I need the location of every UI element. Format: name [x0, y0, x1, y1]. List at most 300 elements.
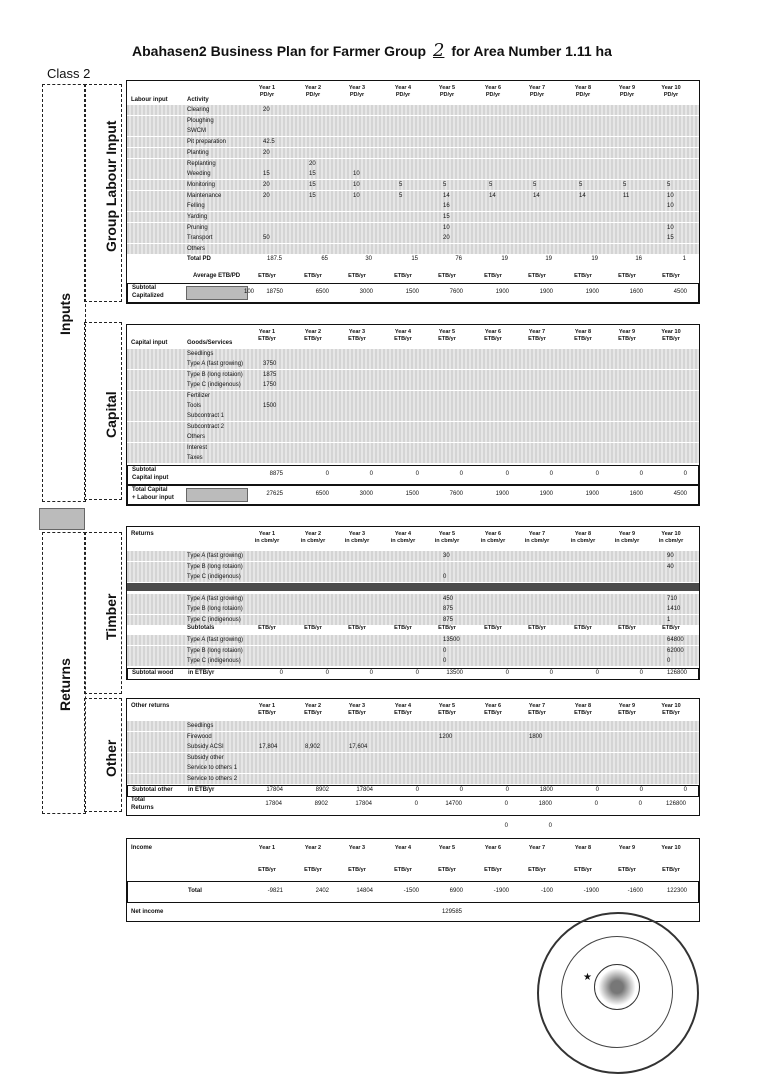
activity-label: Yarding — [187, 214, 208, 220]
cap-subtotal-b: Capital input — [132, 475, 169, 481]
subtotal-wood-row — [127, 668, 699, 680]
unit-header: in cbm/yr — [390, 538, 416, 544]
goods-label: Tools — [187, 403, 202, 409]
labour-value: 42.5 — [263, 139, 275, 146]
income-total-value: -1900 — [493, 888, 509, 894]
timber-type-label: Type C (indigenous) — [187, 616, 241, 623]
income-total-label: Total — [188, 888, 202, 894]
subtotal-wood-value: 0 — [415, 669, 419, 676]
timber-y10: 0 — [667, 658, 671, 664]
year-header: Year 1 — [258, 531, 276, 537]
other-return-row — [127, 763, 699, 773]
income-year-header: Year 2 — [304, 845, 322, 851]
timber-price-row — [127, 615, 699, 625]
timber-volume-row — [127, 572, 699, 582]
labour-row — [127, 244, 699, 254]
other-returns-table — [126, 698, 700, 829]
total-returns-value: 0 — [594, 801, 598, 807]
class-label-top: Class 2 — [47, 66, 91, 81]
timber-type-label: Type C (indigenous) — [187, 574, 241, 580]
other-return-row — [127, 732, 699, 742]
total-returns-value: 0 — [414, 801, 418, 807]
year-header: Year 3 — [348, 85, 366, 91]
timber-type-label: Type A (fast growing) — [187, 553, 244, 559]
unit-header: PD/yr — [259, 92, 275, 98]
labour-value: 10 — [443, 224, 450, 231]
etb-unit-header: ETB/yr — [618, 273, 636, 279]
year-header: Year 7 — [528, 85, 546, 91]
labour-value: 5 — [579, 181, 583, 188]
labour-value: 14 — [579, 192, 586, 199]
year-header: Year 1 — [258, 85, 276, 91]
total-capital-row — [127, 485, 699, 505]
subtotal-capitalized-row — [127, 283, 699, 303]
unit-header: ETB/yr — [574, 336, 592, 342]
income-unit-header: ETB/yr — [484, 867, 502, 873]
total-capital-box — [186, 488, 248, 502]
subtotal-other-value: 0 — [595, 787, 599, 793]
subtotal-other-value: 8902 — [315, 787, 329, 793]
timber-y5: 450 — [443, 595, 454, 602]
other-return-value: 17,604 — [349, 744, 368, 750]
total-returns-value: 0 — [504, 801, 508, 807]
year-header: Year 8 — [574, 703, 592, 709]
unit-header: ETB/yr — [348, 710, 366, 716]
total-capital-value: 1900 — [539, 491, 553, 497]
total-pd-value: 65 — [321, 256, 328, 262]
subtotal-other-value: 1800 — [539, 787, 553, 793]
total-pd-value: 1 — [682, 256, 686, 262]
labour-value: 15 — [263, 171, 270, 178]
total-capital-value: 4500 — [673, 491, 687, 497]
year-header: Year 2 — [304, 85, 322, 91]
total-pd-value: 19 — [545, 256, 552, 262]
total-capital-value: 1900 — [585, 491, 599, 497]
unit-header: in cbm/yr — [344, 538, 370, 544]
labour-value: 14 — [443, 192, 450, 199]
etb-unit-header: ETB/yr — [528, 273, 546, 279]
income-unit-header: ETB/yr — [438, 867, 456, 873]
activity-label: Transport — [187, 235, 213, 242]
year-header: Year 10 — [661, 531, 681, 537]
goods-label: Type A (fast growing) — [187, 361, 244, 368]
other-return-label: Service to others 2 — [187, 775, 238, 782]
timber-type-label: Type C (indigenous) — [187, 658, 241, 664]
capitalized-subtotal-value: 7600 — [449, 289, 463, 295]
labour-value: 20 — [309, 160, 316, 167]
capital-value: 3750 — [263, 361, 277, 368]
capitalized-subtotal-value: 6500 — [315, 289, 329, 295]
income-total-value: -1600 — [627, 888, 643, 894]
total-returns-value: 14700 — [445, 801, 462, 807]
unit-header: in cbm/yr — [254, 538, 280, 544]
year-header: Year 2 — [304, 531, 322, 537]
other-return-label: Service to others 1 — [187, 765, 238, 771]
income-unit-header: ETB/yr — [662, 867, 680, 873]
total-returns-value: 126800 — [665, 801, 686, 807]
capitalized-subtotal-value: 1500 — [405, 289, 419, 295]
year-header: Year 6 — [484, 531, 502, 537]
unit-header: PD/yr — [529, 92, 545, 98]
year-header: Year 4 — [394, 703, 412, 709]
unit-header: PD/yr — [619, 92, 635, 98]
timber-type-label: Type B (long rotaion) — [187, 606, 243, 612]
year-header: Year 6 — [484, 329, 502, 335]
unit-header: PD/yr — [305, 92, 321, 98]
capital-row — [127, 453, 699, 463]
timber-etb-header: ETB/yr — [304, 625, 322, 631]
capital-subtotal-value: 0 — [505, 471, 509, 477]
timber-volume-row — [127, 562, 699, 572]
labour-input-table — [126, 80, 700, 304]
avg-etb-label: Average ETB/PD — [193, 273, 241, 279]
capital-row — [127, 391, 699, 401]
unit-header: in cbm/yr — [614, 538, 640, 544]
activity-label: Felling — [187, 203, 205, 210]
income-total-value: 2402 — [315, 888, 329, 894]
unit-header: PD/yr — [663, 92, 679, 98]
unit-header: ETB/yr — [618, 710, 636, 716]
subtotal-other-value: 0 — [415, 787, 419, 793]
income-year-header: Year 5 — [438, 845, 456, 851]
labour-value: 5 — [443, 181, 447, 188]
other-return-value: 17,804 — [259, 744, 278, 750]
goods-label: Fertilizer — [187, 392, 211, 399]
year-header: Year 5 — [438, 703, 456, 709]
subtotal-wood-value: 0 — [369, 669, 373, 676]
inputs-label: Inputs — [57, 293, 73, 335]
labour-row — [127, 159, 699, 169]
timber-y10: 1410 — [667, 606, 681, 612]
year-header: Year 1 — [258, 703, 276, 709]
capital-subtotal-value: 0 — [683, 471, 687, 477]
unit-header: ETB/yr — [484, 336, 502, 342]
subtotal-other-value: 0 — [505, 787, 509, 793]
capitalized-subtotal-value: 4500 — [673, 289, 687, 295]
etb-unit-header: ETB/yr — [258, 273, 276, 279]
subtotal-wood-unit: in ETB/yr — [188, 669, 215, 676]
other-return-value: 1800 — [529, 733, 543, 740]
labour-value: 15 — [443, 214, 450, 220]
capitalized-subtotal-value: 1900 — [585, 289, 599, 295]
total-pd-value: 16 — [635, 256, 642, 262]
capital-head-b: Goods/Services — [187, 340, 233, 346]
total-returns-a: Total — [131, 797, 145, 803]
total-returns-value: 17804 — [265, 801, 282, 807]
capital-subtotal-value: 0 — [415, 471, 419, 477]
year-header: Year 2 — [304, 703, 322, 709]
other-return-row — [127, 742, 699, 752]
timber-value-row — [127, 656, 699, 666]
labour-value: 15 — [309, 171, 316, 178]
labour-value: 10 — [667, 224, 674, 231]
labour-value: 15 — [309, 192, 316, 199]
timber-section-label: Timber — [103, 593, 119, 640]
timber-etb-header: ETB/yr — [618, 625, 636, 631]
income-unit-header: ETB/yr — [304, 867, 322, 873]
income-year-header: Year 8 — [574, 845, 592, 851]
timber-etb-header: ETB/yr — [258, 625, 276, 631]
year-header: Year 4 — [394, 329, 412, 335]
timber-etb-header: ETB/yr — [484, 625, 502, 631]
activity-label: Replanting — [187, 160, 216, 167]
capital-subtotal-value: 0 — [459, 471, 463, 477]
income-year-header: Year 3 — [348, 845, 366, 851]
year-header: Year 7 — [528, 703, 546, 709]
year-header: Year 8 — [574, 531, 592, 537]
subtotal-wood-value: 0 — [505, 669, 509, 676]
year-header: Year 10 — [661, 85, 681, 91]
subtotal-other-unit: in ETB/yr — [188, 787, 215, 793]
labour-value: 10 — [353, 171, 360, 178]
other-return-row — [127, 753, 699, 763]
total-returns-value: 17804 — [355, 801, 372, 807]
income-total-value: 14804 — [356, 888, 373, 894]
income-total-row — [127, 881, 699, 903]
timber-volume-row — [127, 551, 699, 561]
timber-price-row — [127, 594, 699, 604]
capital-subtotal-value: 0 — [549, 471, 553, 477]
capital-row — [127, 422, 699, 432]
income-total-value: -9821 — [267, 888, 283, 894]
total-capital-value: 1500 — [405, 491, 419, 497]
other-section-label: Other — [103, 739, 119, 777]
income-unit-header: ETB/yr — [348, 867, 366, 873]
capitalized-label: Capitalized — [132, 293, 164, 299]
other-return-value: 1200 — [439, 733, 453, 740]
subtotal-other-label: Subtotal other — [132, 787, 173, 793]
unit-header: PD/yr — [439, 92, 455, 98]
subtotal-wood-value: 0 — [639, 669, 643, 676]
capital-row — [127, 432, 699, 442]
year-header: Year 5 — [438, 329, 456, 335]
income-year-header: Year 7 — [528, 845, 546, 851]
total-capital-value: 1900 — [495, 491, 509, 497]
capital-row — [127, 443, 699, 453]
year-header: Year 9 — [618, 329, 636, 335]
unit-header: ETB/yr — [618, 336, 636, 342]
labour-row — [127, 180, 699, 190]
year-header: Year 4 — [394, 85, 412, 91]
timber-head: Returns — [131, 531, 154, 537]
timber-y5: 875 — [443, 616, 454, 623]
timber-etb-header: ETB/yr — [348, 625, 366, 631]
labour-row — [127, 126, 699, 136]
capital-row — [127, 401, 699, 411]
timber-value-row — [127, 635, 699, 645]
goods-label: Type B (long rotaion) — [187, 371, 243, 378]
unit-header: ETB/yr — [304, 336, 322, 342]
labour-value: 50 — [263, 235, 270, 242]
capital-subtotal-value: 8875 — [269, 471, 283, 477]
capital-value: 1750 — [263, 382, 277, 389]
etb-unit-header: ETB/yr — [484, 273, 502, 279]
unit-header: PD/yr — [349, 92, 365, 98]
total-capital-value: 1600 — [629, 491, 643, 497]
timber-etb-header: ETB/yr — [394, 625, 412, 631]
capital-subtotal-value: 0 — [369, 471, 373, 477]
unit-header: in cbm/yr — [434, 538, 460, 544]
labour-value: 20 — [263, 149, 270, 156]
total-returns-b: Returns — [131, 805, 154, 811]
goods-label: Interest — [187, 444, 208, 451]
subtotal-other-row — [127, 785, 699, 797]
labour-row — [127, 212, 699, 222]
total-returns-value: 8902 — [314, 801, 328, 807]
stamp-star-icon: ★ — [583, 972, 592, 983]
total-pd-value: 30 — [365, 256, 372, 262]
capital-value: 1875 — [263, 371, 277, 378]
labour-value: 10 — [353, 181, 360, 188]
labour-value: 10 — [667, 192, 674, 199]
subtotals-label: Subtotals — [187, 625, 215, 631]
title-prefix: Abahasen2 Business Plan for Farmer Group — [132, 43, 427, 59]
class-marker-box — [39, 508, 85, 530]
income-total-value: -100 — [540, 888, 553, 894]
labour-row — [127, 116, 699, 126]
labour-head-b: Activity — [187, 97, 209, 103]
activity-label: Clearing — [187, 107, 210, 113]
timber-y5: 0 — [443, 647, 447, 654]
unit-header: ETB/yr — [662, 710, 680, 716]
unit-header: ETB/yr — [528, 336, 546, 342]
total-pd-label: Total PD — [187, 256, 211, 262]
activity-label: Pruning — [187, 224, 208, 231]
timber-y10: 90 — [667, 553, 674, 559]
subtotal-wood-value: 0 — [549, 669, 553, 676]
income-total-value: -1500 — [403, 888, 419, 894]
labour-value: 5 — [533, 181, 537, 188]
unit-header: ETB/yr — [258, 710, 276, 716]
capital-subtotal-value: 0 — [595, 471, 599, 477]
other-return-label: Seedlings — [187, 723, 214, 729]
year-header: Year 9 — [618, 703, 636, 709]
income-year-header: Year 9 — [618, 845, 636, 851]
other-return-label: Firewood — [187, 733, 212, 740]
total-returns-value: 1800 — [538, 801, 552, 807]
capitalized-subtotal-value: 1900 — [495, 289, 509, 295]
labour-value: 15 — [309, 181, 316, 188]
labour-value: 5 — [399, 192, 403, 199]
timber-etb-header: ETB/yr — [528, 625, 546, 631]
timber-y5: 0 — [443, 574, 447, 580]
income-total-value: -1900 — [583, 888, 599, 894]
year-header: Year 10 — [661, 703, 681, 709]
returns-label: Returns — [57, 658, 73, 711]
capital-subtotal-value: 0 — [325, 471, 329, 477]
timber-y10: 40 — [667, 563, 674, 570]
income-table — [126, 838, 700, 922]
income-unit-header: ETB/yr — [258, 867, 276, 873]
timber-y10: 710 — [667, 595, 678, 602]
income-unit-header: ETB/yr — [528, 867, 546, 873]
subtotal-other-value: 0 — [639, 787, 643, 793]
timber-y10: 1 — [667, 616, 671, 623]
capitalized-subtotal-value: 3000 — [359, 289, 373, 295]
total-pd-value: 19 — [591, 256, 598, 262]
etb-unit-header: ETB/yr — [394, 273, 412, 279]
average-etb-value: 100 — [243, 289, 254, 295]
capital-row — [127, 349, 699, 359]
other-head: Other returns — [131, 703, 170, 709]
unit-header: in cbm/yr — [300, 538, 326, 544]
other-return-label: Subsidy ACSI — [187, 744, 224, 750]
total-capital-value: 27625 — [266, 491, 283, 497]
labour-row — [127, 105, 699, 115]
year-header: Year 10 — [661, 329, 681, 335]
unit-header: ETB/yr — [438, 336, 456, 342]
total-returns-value: 0 — [638, 801, 642, 807]
goods-label: Subcontract 1 — [187, 413, 225, 420]
labour-value: 14 — [533, 192, 540, 199]
unit-header: ETB/yr — [574, 710, 592, 716]
labour-value: 11 — [623, 192, 630, 199]
activity-label: Monitoring — [187, 181, 216, 188]
year-header: Year 2 — [304, 329, 322, 335]
capital-subtotal-row — [127, 465, 699, 485]
total-capital-value: 7600 — [449, 491, 463, 497]
income-total-value: 122300 — [666, 888, 687, 894]
capital-row — [127, 359, 699, 369]
year-header: Year 8 — [574, 85, 592, 91]
activity-label: Weeding — [187, 171, 211, 178]
etb-unit-header: ETB/yr — [662, 273, 680, 279]
etb-unit-header: ETB/yr — [348, 273, 366, 279]
subtotal-other-value: 17804 — [356, 787, 373, 793]
other-return-row — [127, 721, 699, 731]
unit-header: ETB/yr — [304, 710, 322, 716]
etb-unit-header: ETB/yr — [438, 273, 456, 279]
activity-label: Ploughing — [187, 117, 214, 124]
year-header: Year 3 — [348, 329, 366, 335]
labour-value: 14 — [489, 192, 496, 199]
labour-value: 5 — [667, 181, 671, 188]
subtotal-other-value: 17804 — [266, 787, 283, 793]
labour-head-a: Labour input — [131, 97, 168, 103]
capitalized-subtotal-value: 1600 — [629, 289, 643, 295]
total-pd-value: 19 — [501, 256, 508, 262]
year-header: Year 3 — [348, 531, 366, 537]
total-pd-value: 15 — [411, 256, 418, 262]
subtotal-other-value: 0 — [683, 787, 687, 793]
timber-value-row — [127, 646, 699, 656]
capital-value: 1500 — [263, 403, 277, 409]
subtotal-label: Subtotal — [132, 285, 156, 291]
income-head: Income — [131, 845, 153, 851]
year-header: Year 6 — [484, 703, 502, 709]
cap-subtotal-a: Subtotal — [132, 467, 156, 473]
income-unit-header: ETB/yr — [618, 867, 636, 873]
year-header: Year 3 — [348, 703, 366, 709]
capital-head-a: Capital input — [131, 340, 168, 346]
labour-value: 5 — [399, 181, 403, 188]
labour-value: 5 — [489, 181, 493, 188]
stamp-emblem — [594, 964, 640, 1010]
handwritten-group-number: 2 — [432, 40, 445, 61]
capital-input-table — [126, 324, 700, 506]
unit-header: PD/yr — [575, 92, 591, 98]
subtotal-wood-value: 126800 — [666, 669, 687, 676]
income-year-header: Year 6 — [484, 845, 502, 851]
unit-header: in cbm/yr — [480, 538, 506, 544]
unit-header: in cbm/yr — [524, 538, 550, 544]
official-stamp — [537, 912, 699, 1074]
labour-section-label: Group Labour Input — [103, 120, 119, 252]
labour-value: 5 — [623, 181, 627, 188]
goods-label: Others — [187, 434, 206, 441]
page-title — [132, 40, 612, 61]
year-header: Year 7 — [528, 531, 546, 537]
